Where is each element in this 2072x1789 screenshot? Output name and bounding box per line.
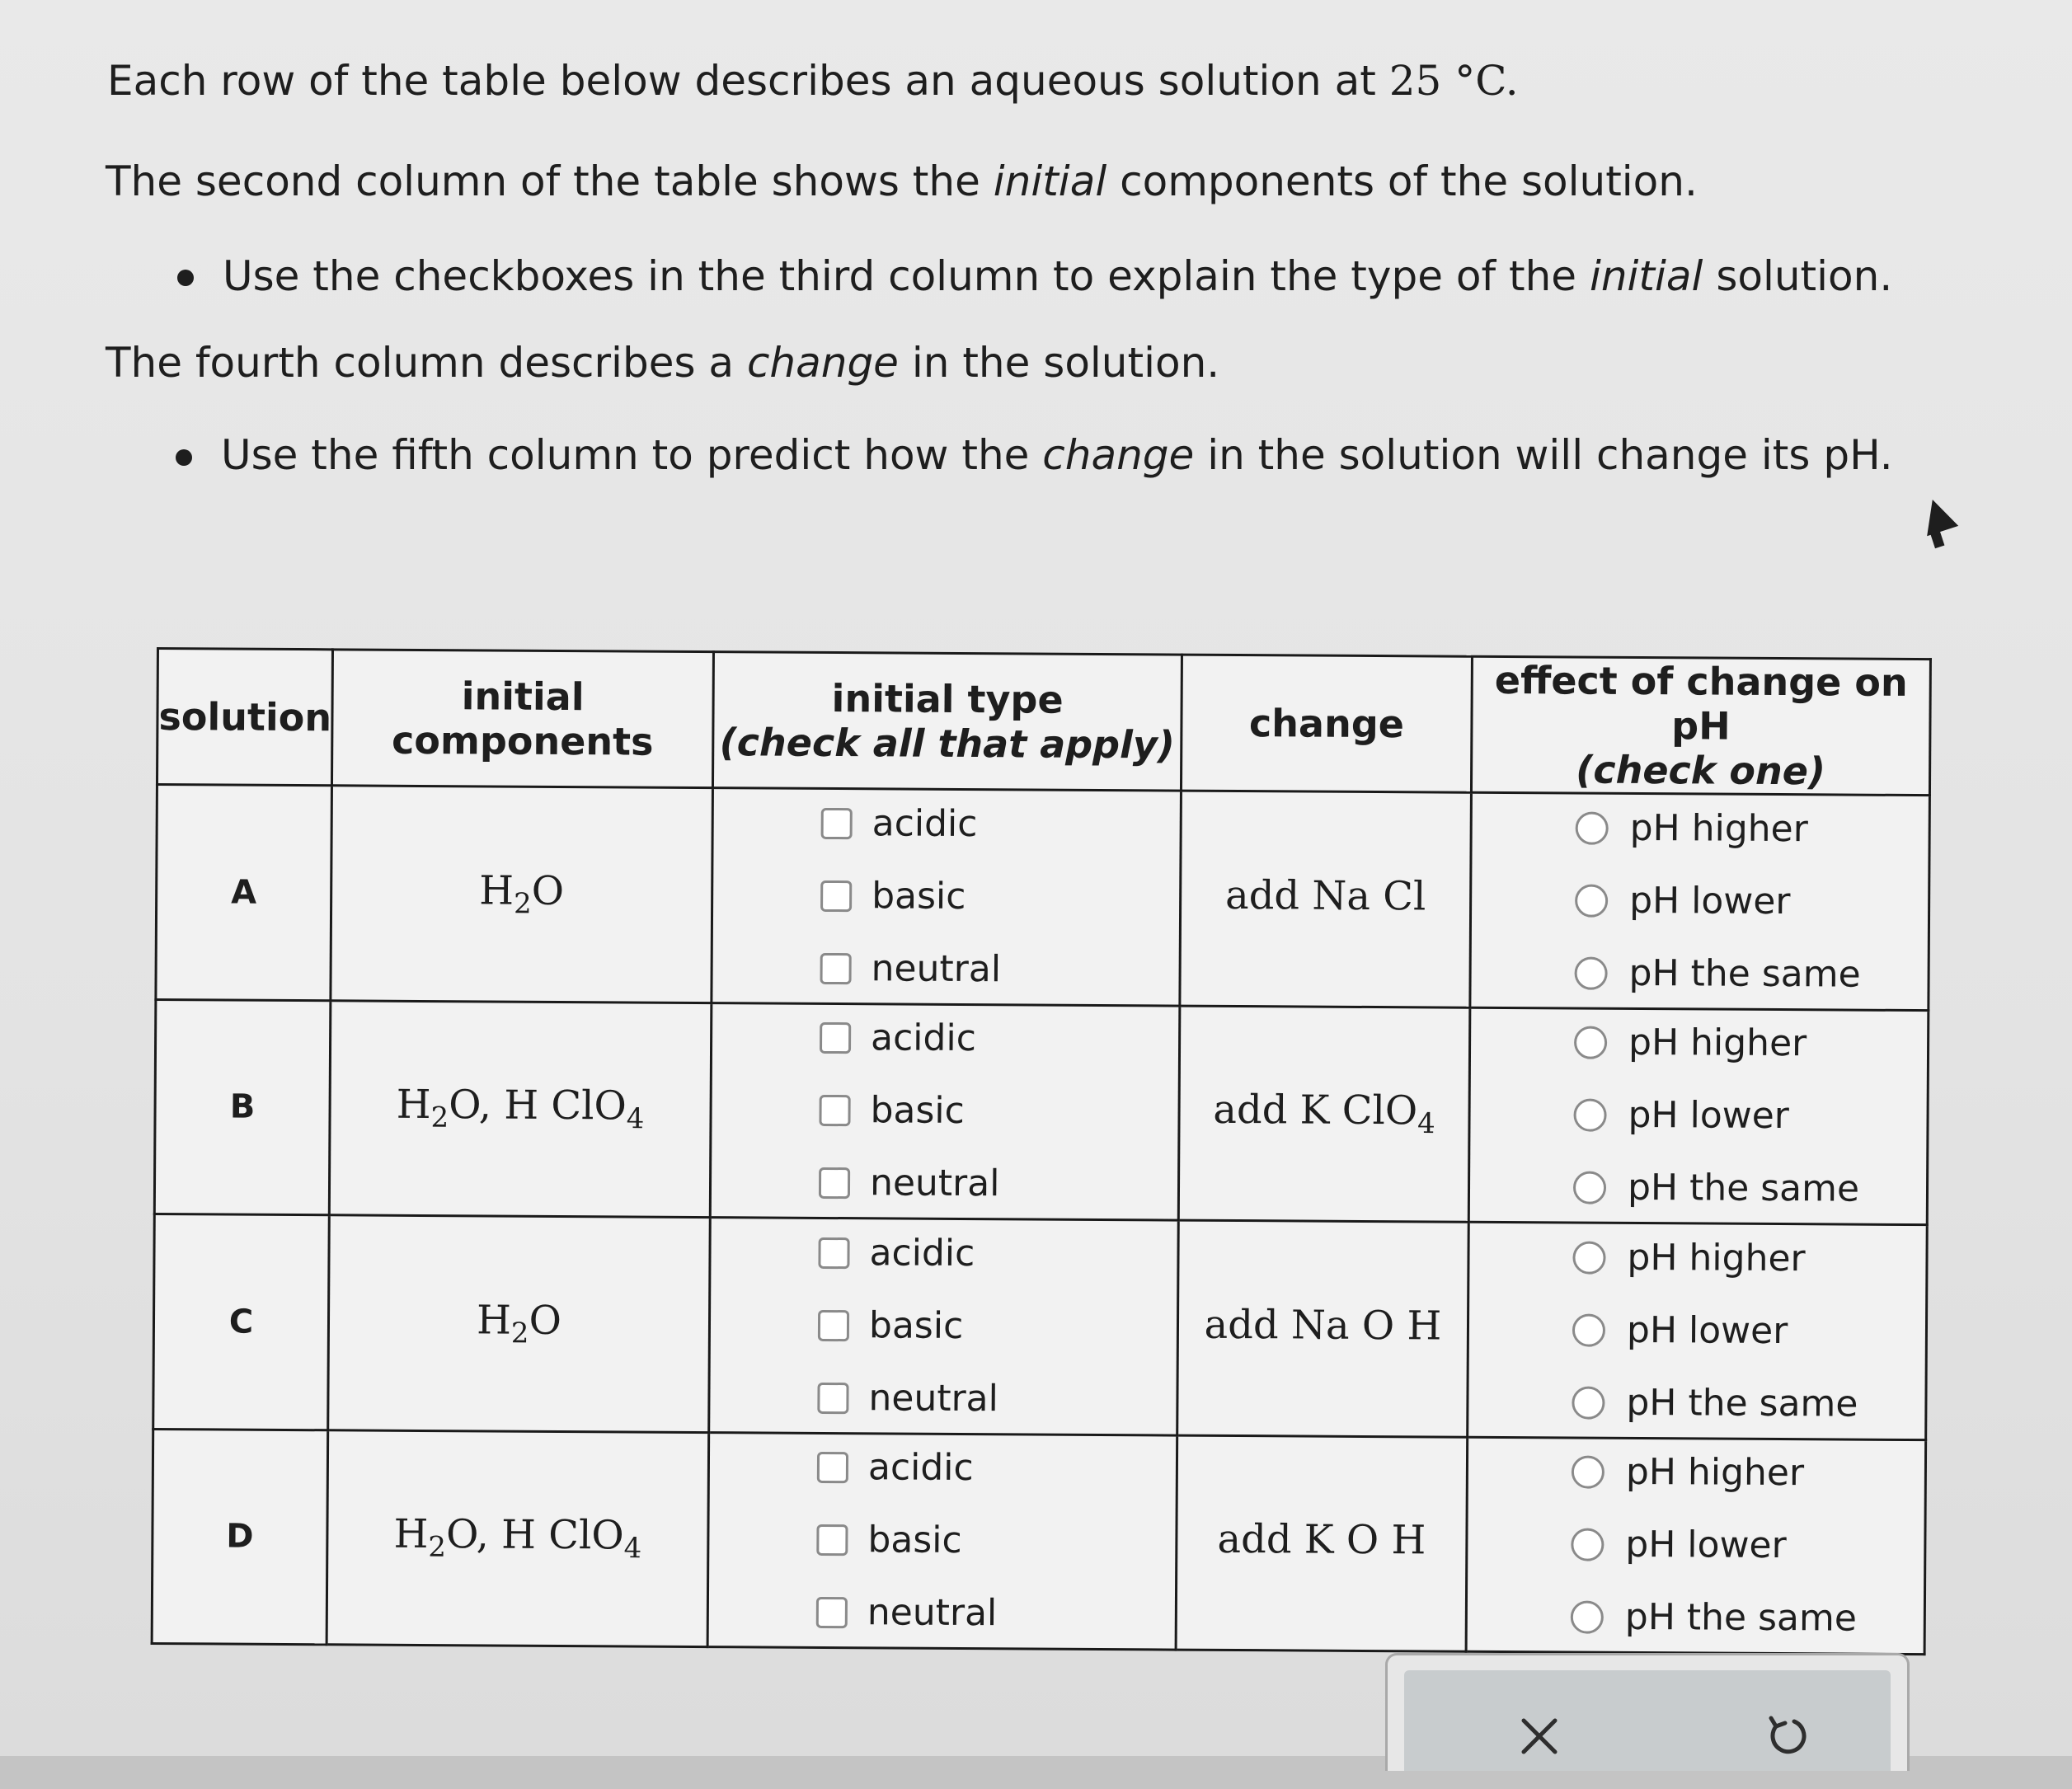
header-initial-components: initial components	[331, 650, 713, 788]
fourth-column-em: change	[746, 339, 899, 387]
header-solution: solution	[157, 649, 332, 786]
bullet-1-dot	[177, 270, 194, 286]
bullet-2-line	[221, 430, 1893, 480]
option-acidic[interactable]	[820, 1014, 976, 1063]
change-text: add Na Cl	[1224, 871, 1426, 920]
initial-type-cell	[707, 1432, 1177, 1650]
formula-part: O, H ClO	[449, 1082, 627, 1129]
formula-part: H	[396, 1082, 431, 1129]
change-cell	[1176, 1435, 1468, 1652]
table-row	[153, 1214, 1928, 1439]
option-label: basic	[867, 1519, 962, 1562]
formula-subscript: 4	[1417, 1107, 1435, 1141]
intro-line	[107, 56, 1519, 106]
formula-subscript: 4	[623, 1532, 642, 1566]
table-row	[152, 1429, 1926, 1655]
initial-type-cell	[712, 788, 1182, 1006]
answer-action-panel	[1385, 1653, 1910, 1771]
header-effect	[1471, 656, 1930, 795]
option-basic[interactable]	[816, 1516, 962, 1565]
formula-part: O, H ClO	[445, 1511, 624, 1559]
change-cell	[1178, 1006, 1470, 1223]
effect-cell	[1468, 1007, 1929, 1225]
bullet-2-text-a: Use the fifth column to predict how the	[221, 431, 1043, 479]
checkbox[interactable]	[816, 1524, 848, 1556]
checkbox[interactable]	[820, 953, 852, 984]
solution-label: B	[154, 999, 331, 1215]
bullet-1-line	[223, 251, 1892, 301]
effect-cell	[1468, 1222, 1928, 1439]
change-cell	[1180, 791, 1472, 1007]
formula-subscript: 4	[626, 1102, 645, 1136]
table-header-row	[157, 649, 1930, 796]
formula-part: H	[476, 1297, 512, 1344]
formula-subscript: 2	[513, 887, 532, 921]
action-bar	[1404, 1670, 1891, 1771]
option-ph-same[interactable]	[1571, 1594, 1857, 1643]
option-label: basic	[868, 1304, 964, 1347]
bullet-2-em: change	[1042, 431, 1195, 479]
clear-button[interactable]	[1506, 1703, 1572, 1769]
formula-subscript: 2	[510, 1317, 529, 1350]
radio-button[interactable]	[1576, 811, 1609, 844]
formula-subscript: 2	[430, 1101, 449, 1135]
checkbox[interactable]	[820, 1022, 851, 1054]
radio-button[interactable]	[1571, 1528, 1604, 1561]
radio-group	[1468, 1233, 1925, 1428]
radio-group	[1471, 804, 1928, 999]
header-effect-sub: (check one)	[1576, 747, 1826, 794]
initial-type-cell	[709, 1218, 1179, 1435]
option-acidic[interactable]	[818, 1229, 975, 1278]
radio-button[interactable]	[1573, 1172, 1606, 1204]
header-initial-type-title: initial type	[831, 676, 1064, 722]
option-label: neutral	[868, 1377, 998, 1420]
checkbox[interactable]	[819, 1095, 850, 1126]
formula-part: H	[393, 1511, 429, 1558]
checkbox[interactable]	[821, 808, 853, 839]
change-text: add K O H	[1217, 1516, 1426, 1564]
change-text: add K ClO	[1213, 1087, 1418, 1134]
formula-part: O	[529, 1297, 562, 1344]
second-column-text-b: components of the solution.	[1106, 157, 1698, 205]
option-label: pH lower	[1625, 1524, 1787, 1567]
option-ph-lower[interactable]	[1572, 1306, 1788, 1355]
radio-button[interactable]	[1572, 1241, 1605, 1274]
header-change: change	[1181, 655, 1472, 792]
bullet-1-text-b: solution.	[1703, 252, 1893, 300]
option-label: pH the same	[1626, 1381, 1858, 1425]
change-cell	[1177, 1220, 1469, 1437]
option-basic[interactable]	[818, 1302, 964, 1350]
solution-label: A	[156, 785, 332, 1001]
option-ph-higher[interactable]	[1576, 804, 1808, 853]
formula-subscript: 2	[428, 1531, 447, 1565]
option-label: neutral	[869, 1162, 1000, 1205]
option-ph-same[interactable]	[1572, 1378, 1858, 1428]
option-label: neutral	[867, 1591, 998, 1635]
header-initial-type-sub: (check all that apply)	[719, 720, 1176, 768]
initial-components	[327, 1430, 709, 1646]
temperature: 25 °C.	[1388, 57, 1519, 105]
change-text: add Na O H	[1204, 1301, 1442, 1350]
checkbox[interactable]	[816, 1597, 848, 1628]
option-ph-same[interactable]	[1573, 1164, 1859, 1214]
option-label: pH the same	[1624, 1596, 1858, 1640]
initial-components	[329, 1000, 712, 1217]
option-neutral[interactable]	[820, 945, 1001, 993]
bullet-1-text-a: Use the checkboxes in the third column to explain the type of the	[223, 252, 1590, 300]
option-neutral[interactable]	[816, 1589, 998, 1637]
undo-button[interactable]	[1755, 1703, 1821, 1769]
radio-group	[1468, 1448, 1924, 1643]
effect-cell	[1466, 1437, 1926, 1655]
option-ph-higher[interactable]	[1572, 1449, 1804, 1498]
close-x-icon	[1517, 1714, 1562, 1758]
checkbox-group	[710, 1228, 1177, 1424]
option-label: pH lower	[1628, 1094, 1790, 1138]
option-neutral[interactable]	[819, 1159, 1000, 1208]
radio-button[interactable]	[1574, 1026, 1607, 1059]
radio-button[interactable]	[1572, 1386, 1605, 1419]
checkbox[interactable]	[820, 880, 852, 912]
option-ph-higher[interactable]	[1574, 1019, 1807, 1068]
second-column-em: initial	[993, 157, 1107, 205]
initial-components	[328, 1215, 711, 1432]
option-label: pH higher	[1625, 1451, 1805, 1495]
formula-part: H	[479, 867, 514, 914]
radio-button[interactable]	[1573, 1099, 1606, 1132]
undo-arrow-icon	[1763, 1712, 1812, 1761]
option-ph-lower[interactable]	[1573, 1092, 1789, 1141]
checkbox[interactable]	[817, 1383, 848, 1414]
option-ph-same[interactable]	[1574, 949, 1860, 998]
solutions-table	[151, 647, 1932, 1655]
option-label: pH lower	[1629, 879, 1791, 923]
radio-button[interactable]	[1574, 956, 1607, 989]
fourth-column-text-b: in the solution.	[898, 339, 1220, 387]
option-acidic[interactable]	[817, 1444, 974, 1492]
option-label: pH the same	[1628, 951, 1861, 996]
option-label: acidic	[872, 802, 978, 845]
table-row	[154, 999, 1929, 1225]
radio-button[interactable]	[1572, 1313, 1605, 1346]
bullet-1-em: initial	[1589, 252, 1703, 300]
option-label: acidic	[870, 1017, 977, 1060]
option-label: pH the same	[1627, 1167, 1860, 1210]
option-acidic[interactable]	[821, 800, 978, 848]
option-label: pH higher	[1627, 1236, 1806, 1280]
radio-button[interactable]	[1572, 1456, 1605, 1489]
option-basic[interactable]	[819, 1087, 965, 1135]
option-basic[interactable]	[820, 872, 966, 921]
solution-label: C	[153, 1214, 330, 1430]
effect-cell	[1470, 792, 1930, 1010]
checkbox[interactable]	[818, 1310, 849, 1341]
option-label: acidic	[869, 1232, 975, 1275]
solution-label: D	[152, 1429, 328, 1645]
checkbox-group	[709, 1443, 1176, 1638]
table-row	[156, 785, 1930, 1011]
option-label: pH higher	[1628, 1021, 1807, 1065]
radio-button[interactable]	[1571, 1601, 1604, 1634]
option-label: pH lower	[1626, 1308, 1788, 1352]
option-label: neutral	[871, 947, 1002, 991]
option-label: acidic	[867, 1446, 974, 1490]
fourth-column-line	[106, 338, 1219, 387]
option-label: pH higher	[1629, 806, 1808, 850]
formula-part: O	[531, 867, 565, 914]
header-initial-type	[712, 652, 1182, 791]
fourth-column-text-a: The fourth column describes a	[106, 339, 747, 387]
initial-type-cell	[710, 1002, 1180, 1220]
option-neutral[interactable]	[817, 1374, 998, 1423]
bullet-2-dot	[176, 449, 192, 466]
second-column-line	[106, 157, 1698, 206]
option-label: basic	[872, 875, 966, 918]
second-column-text-a: The second column of the table shows the	[106, 157, 994, 205]
initial-components	[331, 786, 713, 1002]
bullet-2-text-b: in the solution will change its pH.	[1194, 431, 1893, 479]
header-effect-title: effect of change on pH	[1494, 657, 1908, 749]
intro-text: Each row of the table below describes an aqueous solution at	[107, 57, 1389, 105]
radio-button[interactable]	[1575, 884, 1608, 917]
checkbox-group	[712, 1013, 1178, 1209]
option-ph-lower[interactable]	[1575, 876, 1791, 926]
option-ph-lower[interactable]	[1571, 1521, 1787, 1571]
radio-group	[1470, 1018, 1927, 1214]
checkbox[interactable]	[817, 1452, 848, 1483]
checkbox[interactable]	[819, 1167, 850, 1199]
checkbox[interactable]	[818, 1237, 849, 1269]
checkbox-group	[712, 799, 1179, 994]
option-label: basic	[870, 1089, 965, 1133]
option-ph-higher[interactable]	[1572, 1233, 1805, 1283]
